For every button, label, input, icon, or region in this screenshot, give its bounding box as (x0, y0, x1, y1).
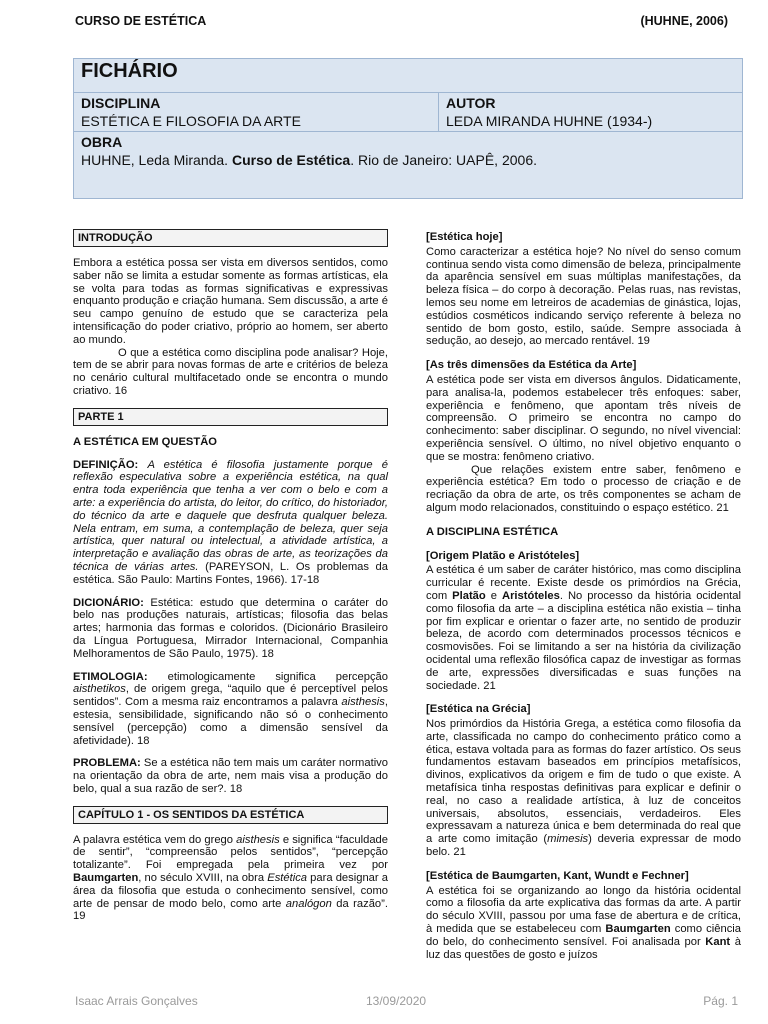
fichario-title-row (74, 59, 742, 93)
origem-name-platao: Platão (452, 589, 486, 602)
section-tres-dimensoes (426, 359, 741, 515)
grecia-text-2: ) deveria expressar de modo belo. 21 (426, 833, 741, 859)
cap1-text-3: , no século XVIII, na obra (138, 872, 268, 885)
definicao-quote: A estética é filosofia justamente porque é reflexão especulativa sobre a experiência estética, na qual entra toda experiência que tenha a ver com o belo e com a arte: a experiência do artista, do leitor, do crítico, do historiador, do técnico da arte e daquele que desfruta qualquer beleza. Nela entram, em suma, a contemplação de beleza, quer seja artística, quer natural ou intelectual, a atividade artística, a interpretação e avaliação das obras de arte, as teorizações da técnica de várias artes. (73, 458, 388, 573)
origem-text-2: e (485, 589, 502, 602)
parte-heading: PARTE 1 (73, 408, 388, 426)
right-column (426, 231, 741, 972)
discipline-label: DISCIPLINA (81, 95, 161, 111)
header-citation: (HUHNE, 2006) (640, 14, 728, 28)
work-reference (81, 151, 735, 170)
work-title: Curso de Estética (231, 152, 351, 168)
hoje-text: Como caracterizar a estética hoje? No nível do senso comum continua sendo vista como dimensão de beleza, principalmente da aparência sensível em suas múltiplas manifestações, da beleza física – do corpo à decoração. Pelas ruas, nas revistas, lemos seu nome em letreiros de academias de ginástica, lojas, estúdios cosméticos indicando serviço referente à beleza no sentido de bom gosto, estilo, saúde. Sempre associada à sedução, ao desejo, ao mercado rentável. 19 (426, 245, 741, 348)
dicionario-text: Estética: estudo que determina o caráter do belo nas produções naturais, artísticas; filosofia das belas artes; harmonia das formas e coloridos. (Dicionário Brasileiro da Língua Portuguesa, Mirrador Internacional, Companhia Melhoramentos de São Paulo, 1975). 18 (73, 596, 389, 660)
baum-text-2: como ciência do belo, do conhecimento sensível. Foi analisada por (426, 923, 742, 948)
cap1-text-5: da razão”. 19 (73, 897, 388, 923)
origem-text-1: A estética é um saber de caráter histórico, mas como disciplina curricular é recente. Existe desde os primórdios na Grécia, com (426, 564, 741, 602)
intro-heading: INTRODUÇÃO (73, 229, 388, 247)
section-origem (426, 550, 741, 693)
dicionario-label: DICIONÁRIO: (73, 596, 144, 609)
origem-text (426, 564, 741, 692)
discipline-author-row (74, 93, 742, 132)
baum-name-kant: Kant (705, 935, 731, 948)
etimologia-text-3: , estesia, sensibilidade, significando não só o conhecimento sensível (percepção) como a dimensão sensível da afetividade). 18 (73, 696, 388, 747)
cap1-text-4: para designar a área da filosofia que estuda o conhecimento sensível, como arte de pensar de modo belo, como arte (73, 872, 388, 910)
baum-text-3: à luz das questões de gosto e juízos (426, 935, 741, 961)
section-baumgarten (426, 870, 741, 962)
etimologia-label: ETIMOLOGIA: (73, 670, 148, 683)
discipline-value: ESTÉTICA E FILOSOFIA DA ARTE (81, 113, 301, 129)
footer-date: 13/09/2020 (366, 994, 427, 1008)
intro-paragraph-1: Embora a estética possa ser vista em diversos sentidos, como saber não se limita a estudar somente as formas artísticas, ela se volta para todas as formas significativas e expressivas enquanto produção e criação humana. Sem discussão, a arte é seu campo genuíno de estudo que se caracteriza pela intensificação do poder criativo, próprio ao homem, ser aberto ao mundo. (73, 257, 388, 346)
origem-heading: [Origem Platão e Aristóteles] (426, 549, 580, 562)
baum-text (426, 885, 741, 962)
baum-name-baumgarten: Baumgarten (605, 923, 671, 936)
dicionario-paragraph (73, 597, 388, 661)
etimologia-text-1: etimologicamente significa percepção (167, 670, 389, 683)
origem-text-3: . No processo da história ocidental como filosofia da arte – a disciplina estética não existia – tinha por fim explicar e orientar o fazer arte, no sentido de produzir beleza, de acordo com determinados processos técnicos e cosmovisões. Foi se limitando a ser na história da civilização ocidental uma reflexão filosófica capaz de investigar as formas de arte, expressões diversificadas e suas funções na sociedade. 21 (426, 589, 741, 692)
definicao-paragraph (73, 459, 388, 587)
work-label: OBRA (81, 134, 123, 150)
work-row (74, 132, 742, 198)
tres-heading: [As três dimensões da Estética da Arte] (426, 359, 637, 372)
author-cell (439, 93, 742, 131)
hoje-heading: [Estética hoje] (426, 231, 503, 243)
etimologia-text-2: , de origem grega, “aquilo que é perceptível pelos sentidos”. Com a mesma raiz encontramos a palavra (73, 683, 388, 709)
baum-text-1: A estética foi se organizando ao longo da história ocidental como a filosofia da arte explicativa das formas da arte. A partir do século XVIII, passou por uma fase de abertura e de crítica, à medida que se estabeleceu com (426, 884, 741, 936)
intro-paragraph-2: O que a estética como disciplina pode analisar? Hoje, tem de se abrir para novas formas de arte e critérios de beleza no cenário cultural multifacetado onde se encontra o mundo criativo. 16 (73, 346, 388, 397)
capitulo1-paragraph (73, 834, 388, 924)
grecia-term-mimesis: mimesis (547, 833, 589, 846)
fichario-table (73, 58, 743, 199)
footer-author: Isaac Arrais Gonçalves (75, 994, 198, 1008)
footer-page-number: Pág. 1 (703, 994, 738, 1008)
etimologia-term-2: aisthesis (341, 696, 385, 709)
capitulo1-heading: CAPÍTULO 1 - OS SENTIDOS DA ESTÉTICA (73, 806, 388, 824)
problema-text: Se a estética não tem mais um caráter normativo na orientação da obra de arte, nem mais visa a produção do belo, qual a sua razão de ser?. 18 (73, 757, 388, 795)
left-column (73, 229, 388, 933)
work-author: HUHNE, Leda Miranda. (81, 152, 232, 168)
section-estetica-hoje (426, 231, 741, 348)
grecia-heading: [Estética na Grécia] (426, 703, 531, 716)
cap1-term-1: aisthesis (236, 833, 280, 846)
definicao-reference: (PAREYSON, L. Os problemas da estética. São Paulo: Martins Fontes, 1966). 17-18 (73, 560, 388, 586)
discipline-cell (74, 93, 439, 131)
tres-paragraph-2: Que relações existem entre saber, fenômeno e experiência estética? Em todo o processo de criação e de recriação da obra de arte, os três componentes se acham de algum modo relacionados, constituindo o espaço estético. 21 (426, 463, 741, 514)
tres-paragraph-1: A estética pode ser vista em diversos ângulos. Didaticamente, para analisa-la, podemos estabelecer três enfoques: saber, experiência e fenômeno, que apontam três níveis de compreensão. O primeiro se encontra no campo do conhecimento: saber disciplinar. O segundo, no nível vivencial: experiência sensível. O último, no nível objetivo enquanto o que se mostra: fenômeno criativo. (426, 373, 741, 463)
cap1-term-analogon: analógon (285, 897, 332, 910)
cap1-text-1: A palavra estética vem do grego (73, 833, 237, 846)
grecia-text-1: Nos primórdios da História Grega, a estética como filosofia da arte, classificada no campo do conhecimento prático como a ética, estava voltada para as formas do fazer artístico. Os seus fundamentos estavam baseados em princípios metafísicos, divinos, explicativos da origem e fim de tudo o que existe. A metafísica tinha respostas definitivas para explicar e definir o real, no caso a realidade artística, à luz de conceitos universais, absolutos, essenciais, verdadeiros. Eles expressavam a natureza única e bem determinada do real que a arte como imitação ( (426, 718, 741, 846)
cap1-work-estetica: Estética (267, 872, 308, 885)
grecia-text (426, 718, 741, 859)
cap1-text-2: e significa “faculdade de sentir”, “compreensão pelos sentidos”, “percepção totalizante”. Foi empregada pela primeira vez por (73, 833, 389, 872)
definicao-label: DEFINIÇÃO: (73, 458, 139, 471)
disciplina-heading: A DISCIPLINA ESTÉTICA (426, 525, 559, 538)
baum-heading: [Estética de Baumgarten, Kant, Wundt e Fechner] (426, 869, 689, 882)
author-value: LEDA MIRANDA HUHNE (1934-) (446, 113, 653, 129)
questao-heading: A ESTÉTICA EM QUESTÃO (73, 435, 217, 448)
work-publisher: . Rio de Janeiro: UAPÊ, 2006. (350, 152, 537, 168)
etimologia-paragraph (73, 671, 388, 748)
etimologia-term-1: aisthetikos (73, 683, 126, 696)
cap1-name-baumgarten: Baumgarten (73, 872, 139, 885)
header-course: CURSO DE ESTÉTICA (75, 14, 207, 28)
problema-paragraph (73, 757, 388, 795)
fichario-title: FICHÁRIO (81, 60, 178, 82)
author-label: AUTOR (446, 95, 496, 111)
section-grecia (426, 703, 741, 859)
problema-label: PROBLEMA: (73, 757, 141, 770)
origem-name-aristoteles: Aristóteles (502, 589, 560, 602)
